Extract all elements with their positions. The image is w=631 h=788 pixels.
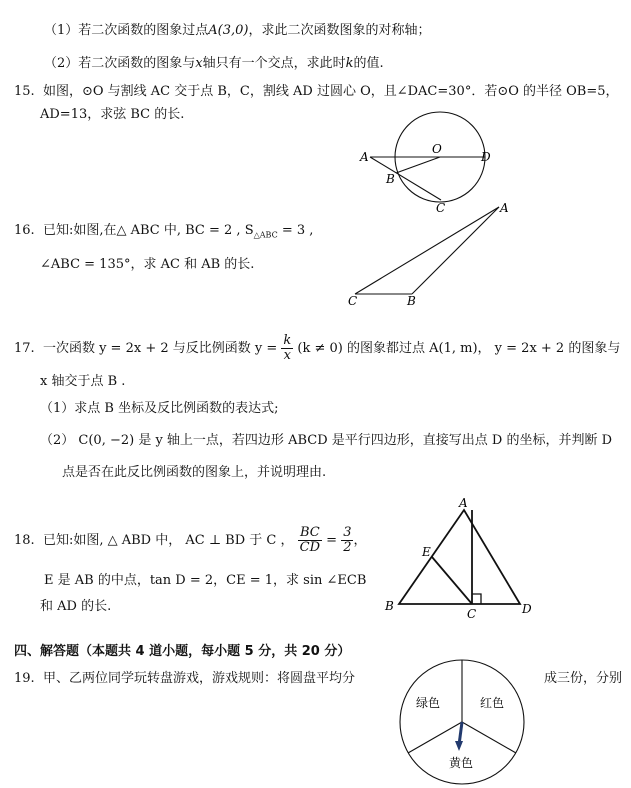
q17-frac-den: x (281, 348, 293, 363)
fig16-side-ba (412, 207, 499, 294)
fig15-label-d: D (481, 150, 491, 164)
fig15-radius-ob (396, 157, 440, 173)
q18-line1 (14, 524, 367, 558)
fig19-spinner (400, 660, 524, 784)
q17-text-a1: 一次函数 y = 2x + 2 与反比例函数 y = (42, 341, 278, 356)
fig16-label-b: B (407, 294, 416, 308)
fig18-label-e: E (422, 545, 431, 559)
fig15-label-c: C (436, 201, 446, 215)
fig18-segment-ce (432, 557, 472, 604)
q18-equals: = (322, 533, 342, 548)
fig15-label-o: O (432, 142, 442, 156)
q16-line2: ∠ABC = 135°，求 AC 和 AB 的长. (40, 257, 255, 272)
q18-number: 18. (14, 533, 35, 548)
part2-k: k (345, 56, 354, 71)
fig18-label-b: B (385, 599, 394, 613)
spinner-label-red: 红色 (480, 696, 505, 710)
q18-text-a1: 已知:如图, △ ABD 中， AC ⊥ BD 于 C ， (42, 533, 294, 548)
fig15 (359, 112, 491, 215)
q15-line2: AD=13，求弦 BC 的长. (40, 107, 185, 122)
q18-fraction-bc-cd (298, 526, 322, 555)
spinner-pointer-head-icon (455, 741, 463, 751)
spinner-label-green: 绿色 (416, 696, 441, 710)
fig18-label-c: C (467, 607, 477, 621)
q16-line1 (14, 222, 313, 245)
part2-x: x (195, 56, 203, 71)
spinner-divider-right (462, 722, 516, 753)
part2-text: （2）若二次函数的图象与 (44, 56, 196, 71)
fig16-label-c: C (348, 294, 358, 308)
q15-number: 15. (14, 84, 35, 99)
part1-text: （1）若二次函数的图象过点 (44, 23, 209, 38)
fig15-secant-ac (370, 157, 441, 200)
q17-part2: （2） C(0, −2) 是 y 轴上一点，若四边形 ABCD 是平行四边形，直接写出点 D 的坐标，并判断 D (40, 433, 612, 448)
q17-number: 17. (14, 341, 35, 356)
q18-comma: ， (353, 533, 367, 548)
q19-text-tail: 成三份，分别 (544, 671, 623, 686)
q18-frac2-den: 2 (343, 540, 352, 555)
q18-line2: E 是 AB 的中点，tan D = 2，CE = 1，求 sin ∠ECB (44, 573, 367, 588)
q16-text-a1: 已知:如图,在△ ABC 中, BC = 2 , S (42, 223, 254, 238)
q18-fraction-3-2 (341, 526, 353, 555)
q16-number: 16. (14, 223, 35, 238)
part2-mid: 轴只有一个交点，求此时 (202, 56, 346, 71)
q17-part1: （1）求点 B 坐标及反比例函数的表达式; (40, 401, 279, 416)
part2-tail: 的值. (353, 56, 384, 71)
q17-line1 (14, 332, 620, 366)
fig18-label-a: A (459, 496, 468, 510)
fig16-side-ca (355, 207, 499, 294)
fig16-label-a: A (500, 201, 509, 215)
q18-frac-num: BC (299, 525, 320, 540)
q18-frac2-num: 3 (343, 525, 352, 540)
spinner-divider-left (408, 722, 462, 753)
spinner-label-yellow: 黄色 (449, 756, 474, 770)
q17-line2: x 轴交于点 B . (40, 374, 126, 389)
q17-frac-num: k (283, 333, 292, 348)
q17-text-a2: (k ≠ 0) 的图象都过点 A(1, m)， y = 2x + 2 的图象与 (293, 341, 621, 356)
fig18-right-angle (472, 594, 481, 604)
fig18 (384, 496, 532, 621)
q18-frac-den: CD (299, 540, 321, 555)
q19-line1 (14, 670, 355, 688)
q19-text-a: 甲、乙两位同学玩转盘游戏，游戏规则：将圆盘平均分 (42, 671, 355, 686)
q16-text-a2: = 3 , (277, 223, 314, 238)
part1-tail: ，求此二次函数图象的对称轴； (248, 23, 431, 38)
fig16 (348, 201, 509, 308)
q17-fraction (281, 334, 293, 363)
q18-line3: 和 AD 的长. (40, 599, 112, 614)
section-4-heading: 四、解答题（本题共 4 道小题，每小题 5 分，共 20 分） (14, 644, 351, 659)
fig15-label-b: B (386, 172, 395, 186)
q15-text-a: 如图，⊙O 与割线 AC 交于点 B，C，割线 AD 过圆心 O，且∠DAC=30°．若⊙O 的半径 OB=5， (42, 84, 619, 99)
q19-number: 19. (14, 671, 35, 686)
q17-part2-cont: 点是否在此反比例函数的图象上，并说明理由. (62, 465, 327, 480)
fig15-label-a: A (360, 150, 369, 164)
fig18-label-d: D (522, 602, 532, 616)
part1-point: A(3,0) (208, 23, 249, 38)
q16-subscript: △ABC (253, 230, 278, 240)
